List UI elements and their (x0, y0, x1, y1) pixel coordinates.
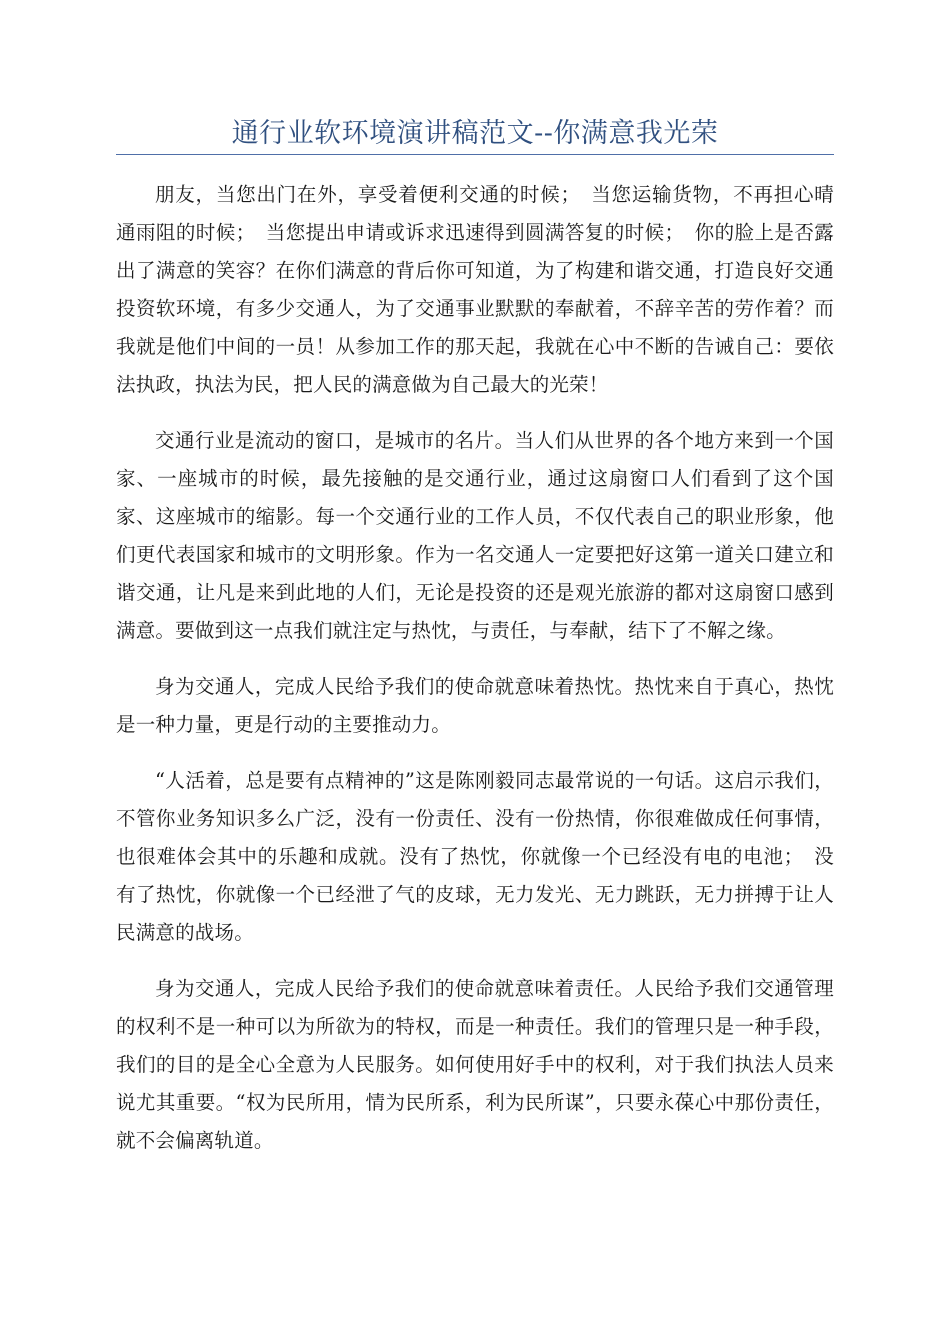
paragraph: “人活着，总是要有点精神的”这是陈刚毅同志最常说的一句话。这启示我们，不管你业务知识多么广泛，没有一份责任、没有一份热情，你很难做成任何事情，也很难体会其中的乐趣和成就。没有了热忱，你就像一个已经没有电的电池； 没有了热忱，你就像一个已经泄了气的皮球，无力发光、无力跳跃，无力拼搏于让人民满意的战场。 (116, 769, 834, 944)
paragraph: 身为交通人，完成人民给予我们的使命就意味着热忱。热忱来自于真心，热忱是一种力量，更是行动的主要推动力。 (116, 675, 834, 736)
paragraph: 朋友，当您出门在外，享受着便利交通的时候； 当您运输货物，不再担心晴通雨阻的时候； 当您提出申请或诉求迅速得到圆满答复的时候； 你的脸上是否露出了满意的笑容？在你们满意的背后你可知道，为了构建和谐交通，打造良好交通投资软环境，有多少交通人，为了交通事业默默的奉献着，不辞辛苦的劳作着？而我就是他们中间的一员！从参加工作的那天起，我就在心中不断的告诫自己：要依法执政，执法为民，把人民的满意做为自己最大的光荣！ (116, 183, 834, 396)
paragraph: 身为交通人，完成人民给予我们的使命就意味着责任。人民给予我们交通管理的权利不是一种可以为所欲为的特权，而是一种责任。我们的管理只是一种手段，我们的目的是全心全意为人民服务。如何使用好手中的权利，对于我们执法人员来说尤其重要。“权为民所用，情为民所系，利为民所谋”，只要永葆心中那份责任，就不会偏离轨道。 (116, 977, 834, 1152)
document-title: 通行业软环境演讲稿范文--你满意我光荣 (231, 118, 719, 149)
document-body (116, 176, 834, 1178)
paragraph: 交通行业是流动的窗口，是城市的名片。当人们从世界的各个地方来到一个国家、一座城市的时候，最先接触的是交通行业，通过这扇窗口人们看到了这个国家、这座城市的缩影。每一个交通行业的工作人员，不仅代表自己的职业形象，他们更代表国家和城市的文明形象。作为一名交通人一定要把好这第一道关口建立和谐交通，让凡是来到此地的人们，无论是投资的还是观光旅游的都对这扇窗口感到满意。要做到这一点我们就注定与热忱，与责任，与奉献，结下了不解之缘。 (116, 429, 834, 642)
title-underline (116, 154, 834, 155)
